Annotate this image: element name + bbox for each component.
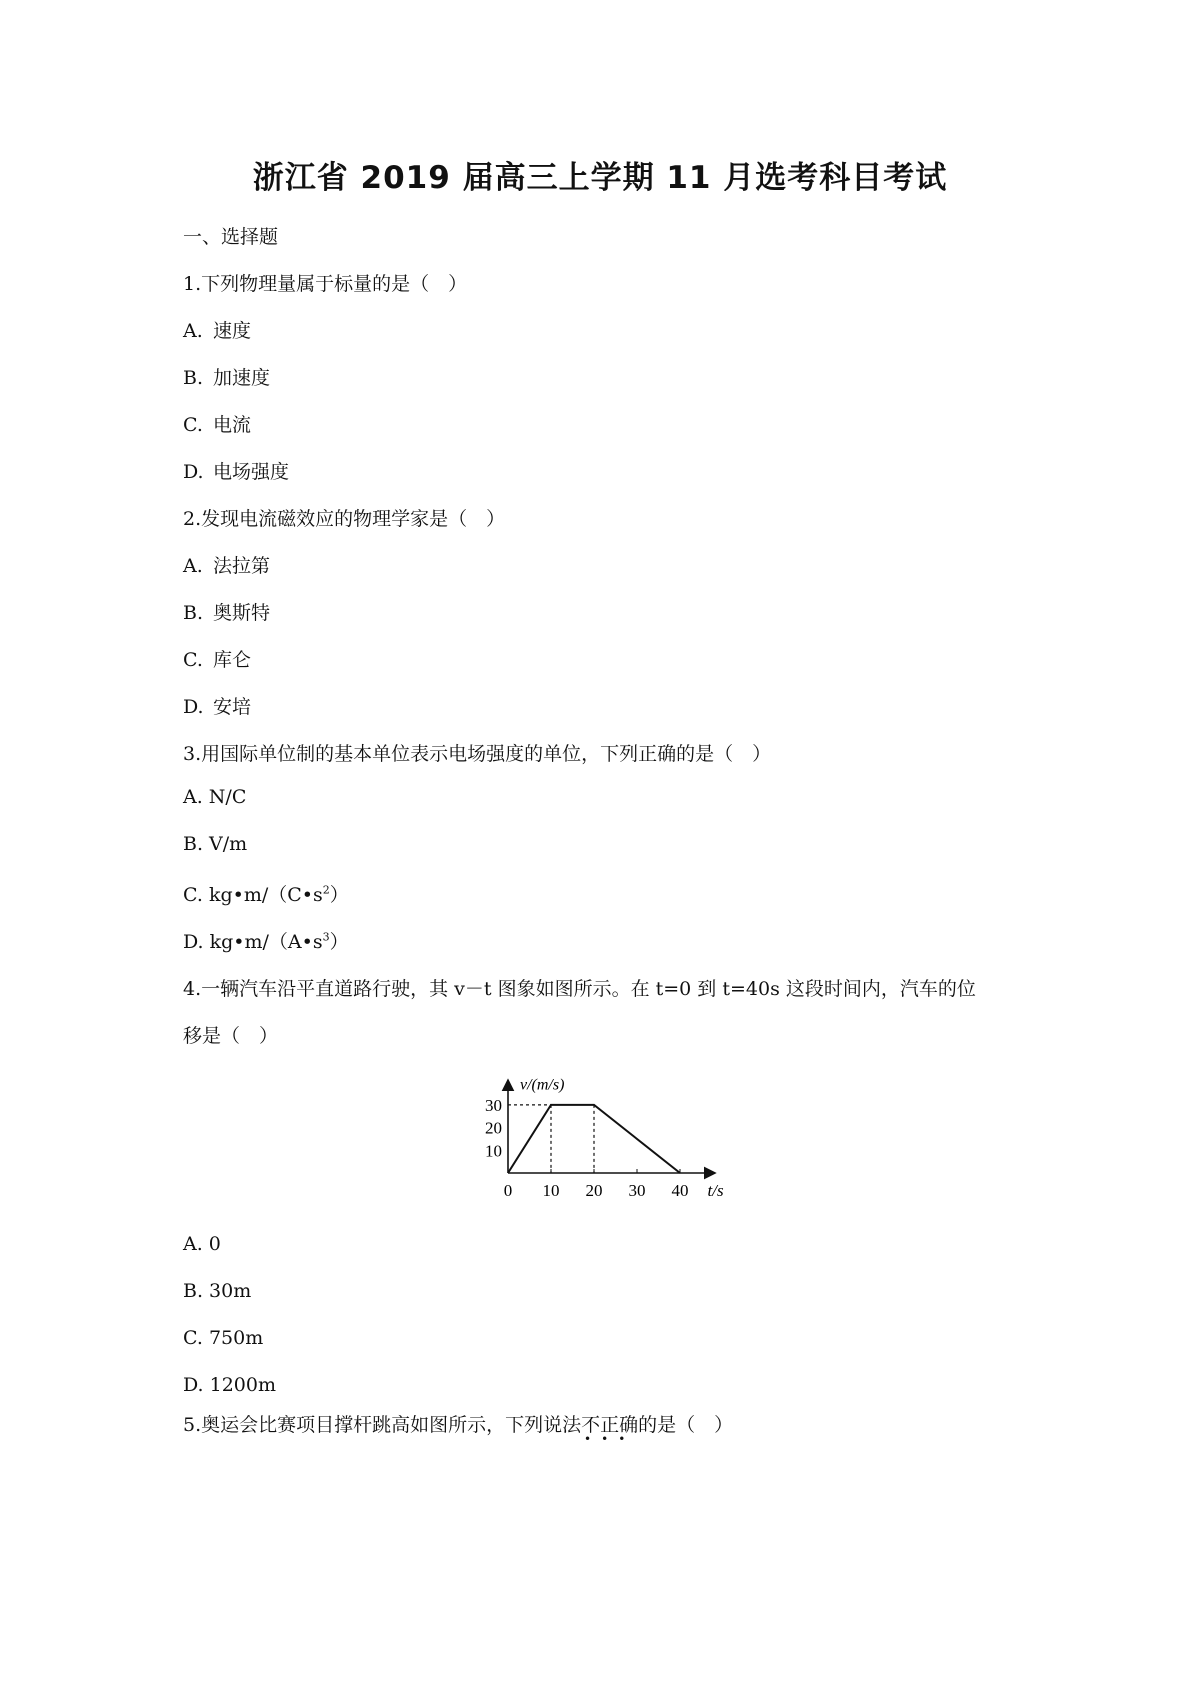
option-text: 加速度 (213, 367, 271, 389)
y-tick-label: 30 (485, 1095, 502, 1115)
q1-option-b (183, 363, 270, 390)
emphasized-text (581, 1414, 639, 1446)
option-letter: A. (183, 555, 203, 577)
q4-option-c: C. 750m (183, 1327, 264, 1349)
x-tick-label: 30 (628, 1181, 646, 1200)
question-4-stem-line2: 移是（ ） (183, 1025, 279, 1047)
question-3-stem: 3.用国际单位制的基本单位表示电场强度的单位，下列正确的是（ ） (183, 743, 772, 765)
exponent: 3 (322, 930, 330, 944)
series-line (508, 1105, 680, 1173)
question-5-stem (183, 1410, 734, 1446)
q3-option-b: B. V/m (183, 833, 248, 855)
option-text: 电流 (213, 414, 252, 436)
option-letter: C. (183, 649, 203, 671)
q3-option-a: A. N/C (183, 786, 247, 808)
option-text: D. kg•m/（A•s (183, 931, 323, 953)
stem-text: 5.奥运会比赛项目撑杆跳高如图所示，下列说法 (183, 1414, 582, 1436)
q3-option-c (183, 880, 349, 907)
option-letter: C. (183, 414, 203, 436)
option-letter: A. (183, 320, 203, 342)
q2-option-c (183, 645, 251, 672)
question-4-stem-line1: 4.一辆汽车沿平直道路行驶，其 v－t 图象如图所示。在 t=0 到 t=40s 这段时间内，汽车的位 (183, 978, 976, 1000)
emphasis-dots: ••• (584, 1432, 636, 1446)
vt-graph (470, 1065, 750, 1215)
x-axis-label: t/s (707, 1181, 724, 1200)
y-tick-label: 20 (485, 1118, 502, 1138)
x-tick-label: 40 (671, 1181, 689, 1200)
y-tick-label: 10 (485, 1141, 502, 1161)
option-text: 安培 (213, 696, 252, 718)
option-letter: B. (183, 367, 204, 389)
q1-option-d (183, 457, 289, 484)
question-2-stem: 2.发现电流磁效应的物理学家是（ ） (183, 508, 506, 530)
exponent: 2 (322, 883, 330, 897)
q2-option-a (183, 551, 270, 578)
q4-option-a: A. 0 (183, 1233, 221, 1255)
stem-text: 的是（ ） (638, 1414, 734, 1436)
option-text: 电场强度 (213, 461, 290, 483)
q3-option-d (183, 927, 349, 954)
x-tick-label: 10 (542, 1181, 560, 1200)
x-tick-label: 0 (503, 1181, 513, 1200)
option-text: 法拉第 (213, 555, 271, 577)
question-1-stem: 1.下列物理量属于标量的是（ ） (183, 273, 468, 295)
option-tail: ） (329, 884, 349, 906)
q4-option-d: D. 1200m (183, 1374, 277, 1396)
q2-option-b (183, 598, 270, 625)
q4-option-b: B. 30m (183, 1280, 252, 1302)
option-letter: D. (183, 696, 204, 718)
y-axis-label: v/(m/s) (520, 1076, 565, 1094)
option-text: 速度 (213, 320, 252, 342)
x-tick-label: 20 (585, 1181, 603, 1200)
option-tail: ） (329, 931, 349, 953)
emphasized-word: 不正确 (581, 1414, 639, 1436)
section-heading: 一、选择题 (183, 226, 279, 248)
option-letter: B. (183, 602, 204, 624)
option-text: 库仑 (213, 649, 252, 671)
option-text: C. kg•m/（C•s (183, 884, 323, 906)
option-letter: D. (183, 461, 204, 483)
q1-option-c (183, 410, 251, 437)
q2-option-d (183, 692, 251, 719)
exam-title: 浙江省 2019 届高三上学期 11 月选考科目考试 (252, 160, 948, 196)
option-text: 奥斯特 (213, 602, 271, 624)
q1-option-a (183, 316, 251, 343)
